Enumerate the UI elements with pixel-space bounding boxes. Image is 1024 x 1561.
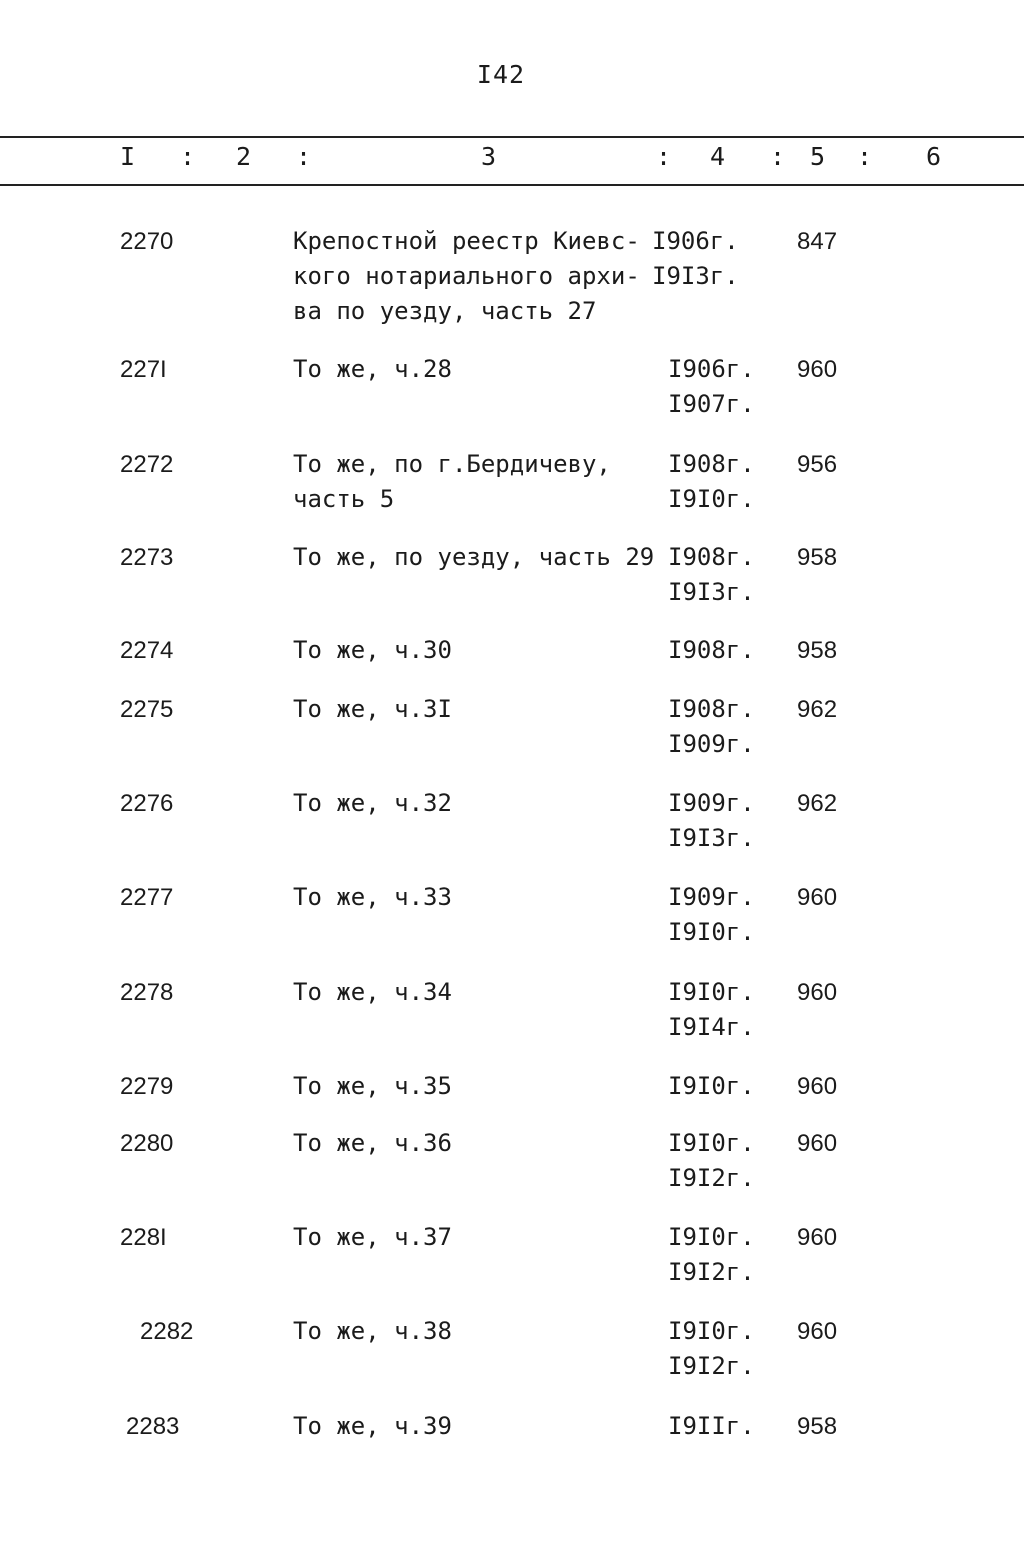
- row-dates: I908г. I9I3г.: [668, 543, 755, 606]
- row-number: 2275: [120, 696, 174, 723]
- row-title: То же, ч.33: [293, 883, 452, 911]
- row-title: То же, ч.34: [293, 978, 452, 1006]
- row-sheets: 960: [797, 884, 838, 911]
- table-header: [0, 142, 1024, 176]
- header-col-1: I: [120, 142, 136, 171]
- header-top-rule: [0, 136, 1024, 138]
- header-col-2: 2: [236, 142, 252, 171]
- row-dates: I909г. I9I3г.: [668, 789, 755, 852]
- row-sheets: 960: [797, 1073, 838, 1100]
- header-col-3: 3: [481, 142, 497, 171]
- row-title: То же, ч.32: [293, 789, 452, 817]
- row-title: То же, по г.Бердичеву, часть 5: [293, 450, 611, 513]
- row-title: Крепостной реестр Киевс- кого нотариального архи- ва по уезду, часть 27: [293, 227, 640, 325]
- row-dates: I906г. I9I3г.: [652, 227, 739, 290]
- row-sheets: 960: [797, 979, 838, 1006]
- row-number: 2280: [120, 1130, 174, 1157]
- header-separator: :: [857, 142, 873, 171]
- row-dates: I9IIг.: [668, 1412, 755, 1440]
- header-separator: :: [770, 142, 786, 171]
- row-dates: I908г. I909г.: [668, 695, 755, 758]
- row-sheets: 960: [797, 1224, 838, 1251]
- header-separator: :: [180, 142, 196, 171]
- row-title: То же, ч.39: [293, 1412, 452, 1440]
- row-sheets: 960: [797, 1318, 838, 1345]
- row-dates: I9I0г. I9I2г.: [668, 1317, 755, 1380]
- row-number: 2273: [120, 544, 174, 571]
- row-title: То же, по уезду, часть 29: [293, 543, 655, 571]
- row-sheets: 956: [797, 451, 838, 478]
- row-number: 2279: [120, 1073, 174, 1100]
- row-sheets: 958: [797, 544, 838, 571]
- row-number: 2274: [120, 637, 174, 664]
- row-title: То же, ч.37: [293, 1223, 452, 1251]
- row-sheets: 958: [797, 637, 838, 664]
- header-col-5: 5: [810, 142, 826, 171]
- row-number: 2277: [120, 884, 174, 911]
- row-dates: I9I0г. I9I2г.: [668, 1129, 755, 1192]
- row-sheets: 962: [797, 696, 838, 723]
- row-number: 2278: [120, 979, 174, 1006]
- row-number: 228I: [120, 1224, 167, 1251]
- row-number: 2282: [140, 1318, 194, 1345]
- row-sheets: 847: [797, 228, 838, 255]
- row-sheets: 960: [797, 356, 838, 383]
- row-number: 2272: [120, 451, 174, 478]
- header-col-4: 4: [710, 142, 726, 171]
- row-dates: I908г. I9I0г.: [668, 450, 755, 513]
- header-col-6: 6: [926, 142, 942, 171]
- row-dates: I9I0г.: [668, 1072, 755, 1100]
- row-number: 2283: [126, 1413, 180, 1440]
- row-number: 2276: [120, 790, 174, 817]
- row-dates: I909г. I9I0г.: [668, 883, 755, 946]
- row-title: То же, ч.28: [293, 355, 452, 383]
- row-number: 227I: [120, 356, 167, 383]
- row-dates: I908г.: [668, 636, 755, 664]
- page-number: I42: [476, 60, 526, 89]
- row-sheets: 958: [797, 1413, 838, 1440]
- row-dates: I9I0г. I9I2г.: [668, 1223, 755, 1286]
- row-dates: I906г. I907г.: [668, 355, 755, 418]
- row-title: То же, ч.38: [293, 1317, 452, 1345]
- row-dates: I9I0г. I9I4г.: [668, 978, 755, 1041]
- row-sheets: 962: [797, 790, 838, 817]
- row-title: То же, ч.30: [293, 636, 452, 664]
- row-title: То же, ч.36: [293, 1129, 452, 1157]
- header-separator: :: [296, 142, 312, 171]
- header-bottom-rule: [0, 184, 1024, 186]
- row-title: То же, ч.3I: [293, 695, 452, 723]
- row-title: То же, ч.35: [293, 1072, 452, 1100]
- row-number: 2270: [120, 228, 174, 255]
- header-separator: :: [656, 142, 672, 171]
- row-sheets: 960: [797, 1130, 838, 1157]
